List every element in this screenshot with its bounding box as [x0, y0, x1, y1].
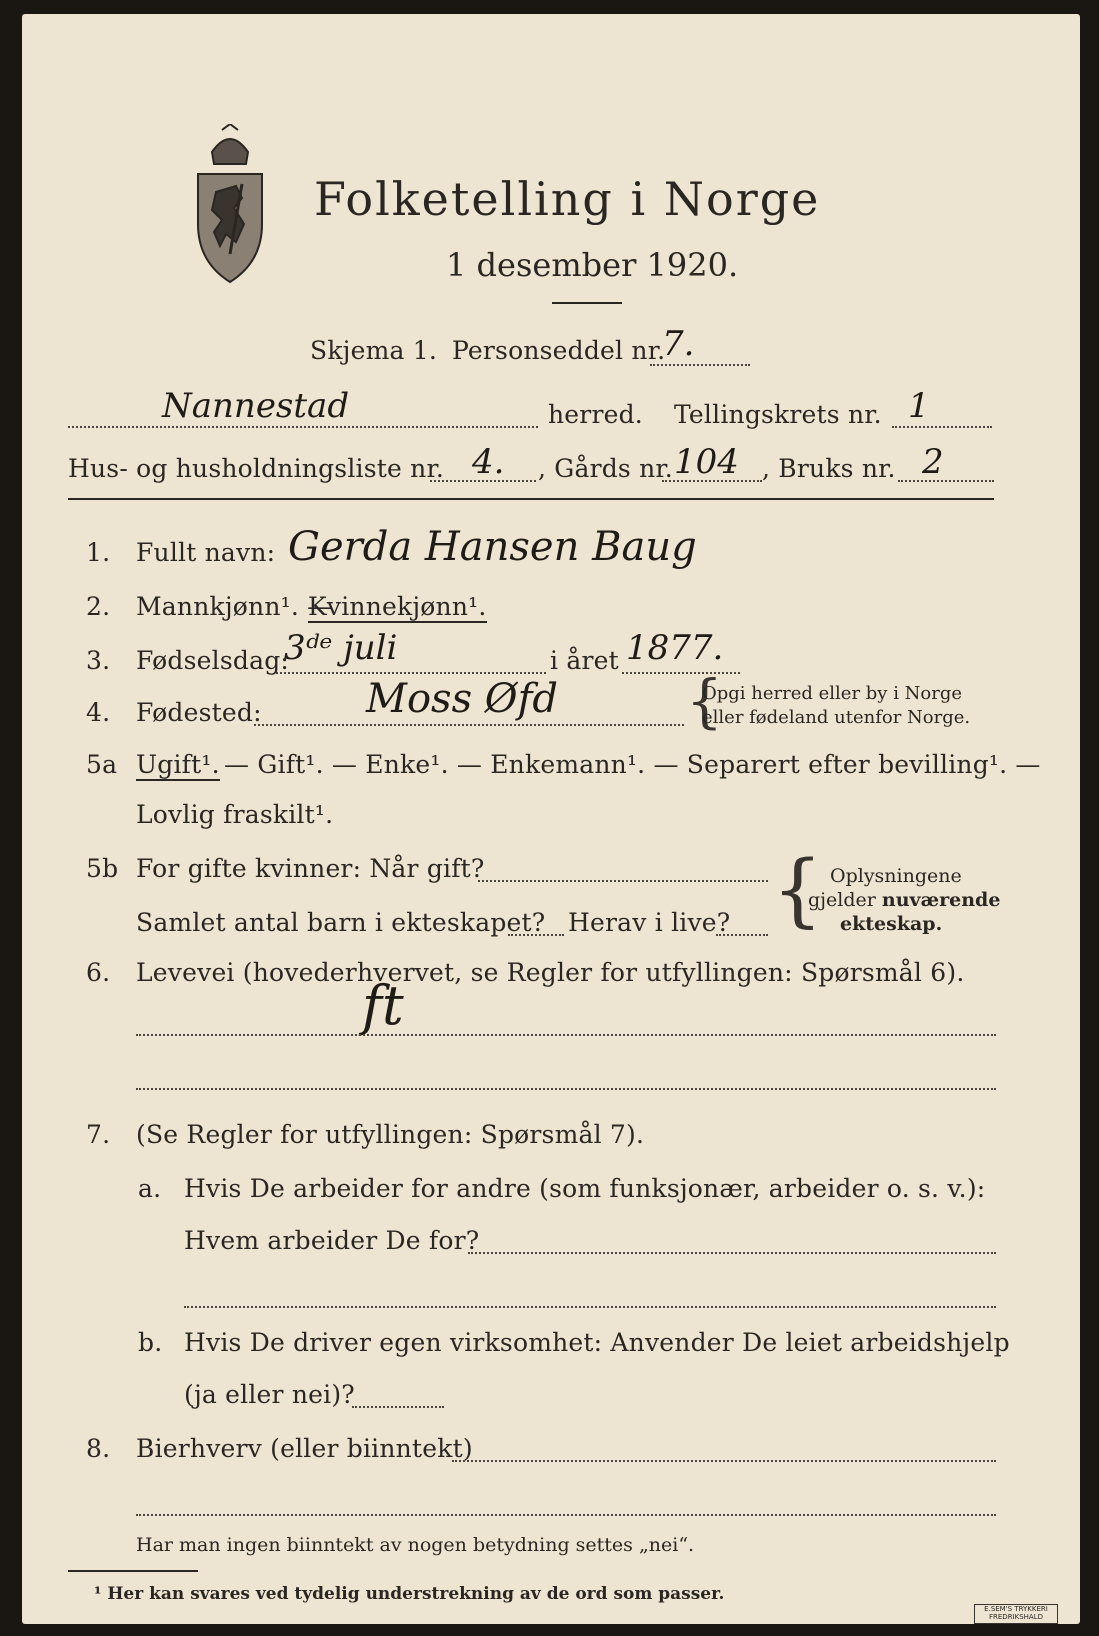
gards-label: , Gårds nr.: [538, 454, 673, 483]
herred-value: Nannestad: [162, 386, 350, 426]
children-alive-label: Herav i live?: [568, 908, 731, 937]
q2-number: 2.: [86, 592, 111, 621]
hired-help-field[interactable]: [352, 1406, 444, 1408]
census-date: 1 desember 1920.: [446, 246, 739, 284]
marriage-note-2: [808, 888, 1000, 912]
brace-icon: {: [686, 667, 723, 735]
q8-number: 8.: [86, 1434, 111, 1463]
occupation-value[interactable]: ft: [362, 974, 404, 1037]
personseddel-field[interactable]: [650, 364, 750, 366]
footnote-rule: [68, 1570, 198, 1572]
children-count-field[interactable]: [508, 934, 564, 936]
q5b-number: 5b: [86, 854, 119, 883]
footnote: ¹ Her kan svares ved tydelig understrekning av de ord som passer.: [94, 1584, 725, 1604]
male-option[interactable]: Mannkjønn¹. —: [136, 592, 333, 621]
title-divider: [552, 302, 622, 304]
q4-label: Fødested:: [136, 698, 262, 727]
q1-label: Fullt navn:: [136, 538, 276, 567]
birthday-value: 3ᵈᵉ juli: [284, 628, 398, 668]
divorced-option[interactable]: Lovlig fraskilt¹.: [136, 800, 334, 829]
q7b-letter: b.: [138, 1328, 163, 1357]
full-name-value[interactable]: Gerda Hansen Baug: [288, 524, 697, 570]
hus-value: 4.: [472, 442, 505, 482]
herred-field[interactable]: [68, 426, 538, 428]
q7-label: (Se Regler for utfyllingen: Spørsmål 7).: [136, 1120, 645, 1149]
skjema-label: Skjema 1.: [310, 336, 438, 365]
marriage-note-1: Oplysningene: [830, 865, 962, 887]
bruks-label: , Bruks nr.: [762, 454, 896, 483]
header-rule: [68, 498, 994, 500]
personseddel-label: Personseddel nr.: [452, 336, 666, 365]
employer-field[interactable]: [468, 1252, 996, 1254]
birthday-field[interactable]: [276, 672, 546, 674]
q7a-letter: a.: [138, 1174, 162, 1203]
herred-label: herred.: [548, 400, 643, 429]
side-income-field-2[interactable]: [136, 1514, 996, 1516]
q8-label: Bierhverv (eller biinntekt): [136, 1434, 473, 1463]
children-alive-field[interactable]: [716, 934, 768, 936]
form-title: Folketelling i Norge: [314, 172, 821, 226]
q7a-question: Hvis De arbeider for andre (som funksjonær, arbeider o. s. v.):: [184, 1174, 986, 1203]
tellingskrets-label: Tellingskrets nr.: [674, 400, 882, 429]
side-income-field[interactable]: [452, 1460, 996, 1462]
q3-number: 3.: [86, 646, 111, 675]
hired-help-label: (ja eller nei)?: [184, 1380, 355, 1409]
personseddel-value: 7.: [662, 324, 695, 364]
q7b-question: Hvis De driver egen virksomhet: Anvender De leiet arbeidshjelp: [184, 1328, 1010, 1357]
bruks-field[interactable]: [898, 480, 994, 482]
tellingskrets-field[interactable]: [892, 426, 992, 428]
employer-label: Hvem arbeider De for?: [184, 1226, 480, 1255]
q4-number: 4.: [86, 698, 111, 727]
marriage-note-2b: nuværende: [881, 889, 1001, 911]
hus-label: Hus- og husholdningsliste nr.: [68, 454, 445, 483]
birthplace-value: Moss Øfd: [366, 676, 559, 722]
female-option-underlined[interactable]: Kvinnekjønn¹.: [308, 592, 487, 621]
census-form: [22, 14, 1080, 1624]
children-count-label: Samlet antal barn i ekteskapet?: [136, 908, 546, 937]
q6-number: 6.: [86, 958, 111, 987]
birthplace-note-1: Opgi herred eller by i Norge: [702, 683, 963, 704]
brace-icon: {: [772, 843, 823, 936]
occupation-field-1[interactable]: [136, 1034, 996, 1036]
norwegian-coat-of-arms-icon: [190, 124, 270, 286]
birthplace-field[interactable]: [254, 724, 684, 726]
tellingskrets-value: 1: [908, 386, 930, 426]
birthplace-note-2: eller fødeland utenfor Norge.: [702, 707, 971, 728]
year-value: 1877.: [626, 628, 724, 668]
employer-field-2[interactable]: [184, 1306, 996, 1308]
marital-options[interactable]: — Gift¹. — Enke¹. — Enkemann¹. — Separert efter bevilling¹. —: [224, 750, 1041, 779]
married-when-label: For gifte kvinner: Når gift?: [136, 854, 485, 883]
unmarried-option-underlined[interactable]: Ugift¹.: [136, 750, 220, 779]
q3-label: Fødselsdag:: [136, 646, 290, 675]
side-income-note: Har man ingen biinntekt av nogen betydning settes „nei“.: [136, 1534, 695, 1556]
q7-number: 7.: [86, 1120, 111, 1149]
married-when-field[interactable]: [478, 880, 768, 882]
q1-number: 1.: [86, 538, 111, 567]
q6-label: Levevei (hovederhvervet, se Regler for utfyllingen: Spørsmål 6).: [136, 958, 965, 987]
year-label: i året: [550, 646, 619, 675]
bruks-value: 2: [922, 442, 944, 482]
occupation-field-2[interactable]: [136, 1088, 996, 1090]
gards-value: 104: [674, 442, 739, 482]
marriage-note-3: ekteskap.: [840, 913, 943, 935]
printer-stamp: E.SEM'S TRYKKERI FREDRIKSHALD: [974, 1604, 1058, 1624]
q5a-number: 5a: [86, 750, 118, 779]
marriage-note-2a: gjelder: [808, 889, 876, 911]
